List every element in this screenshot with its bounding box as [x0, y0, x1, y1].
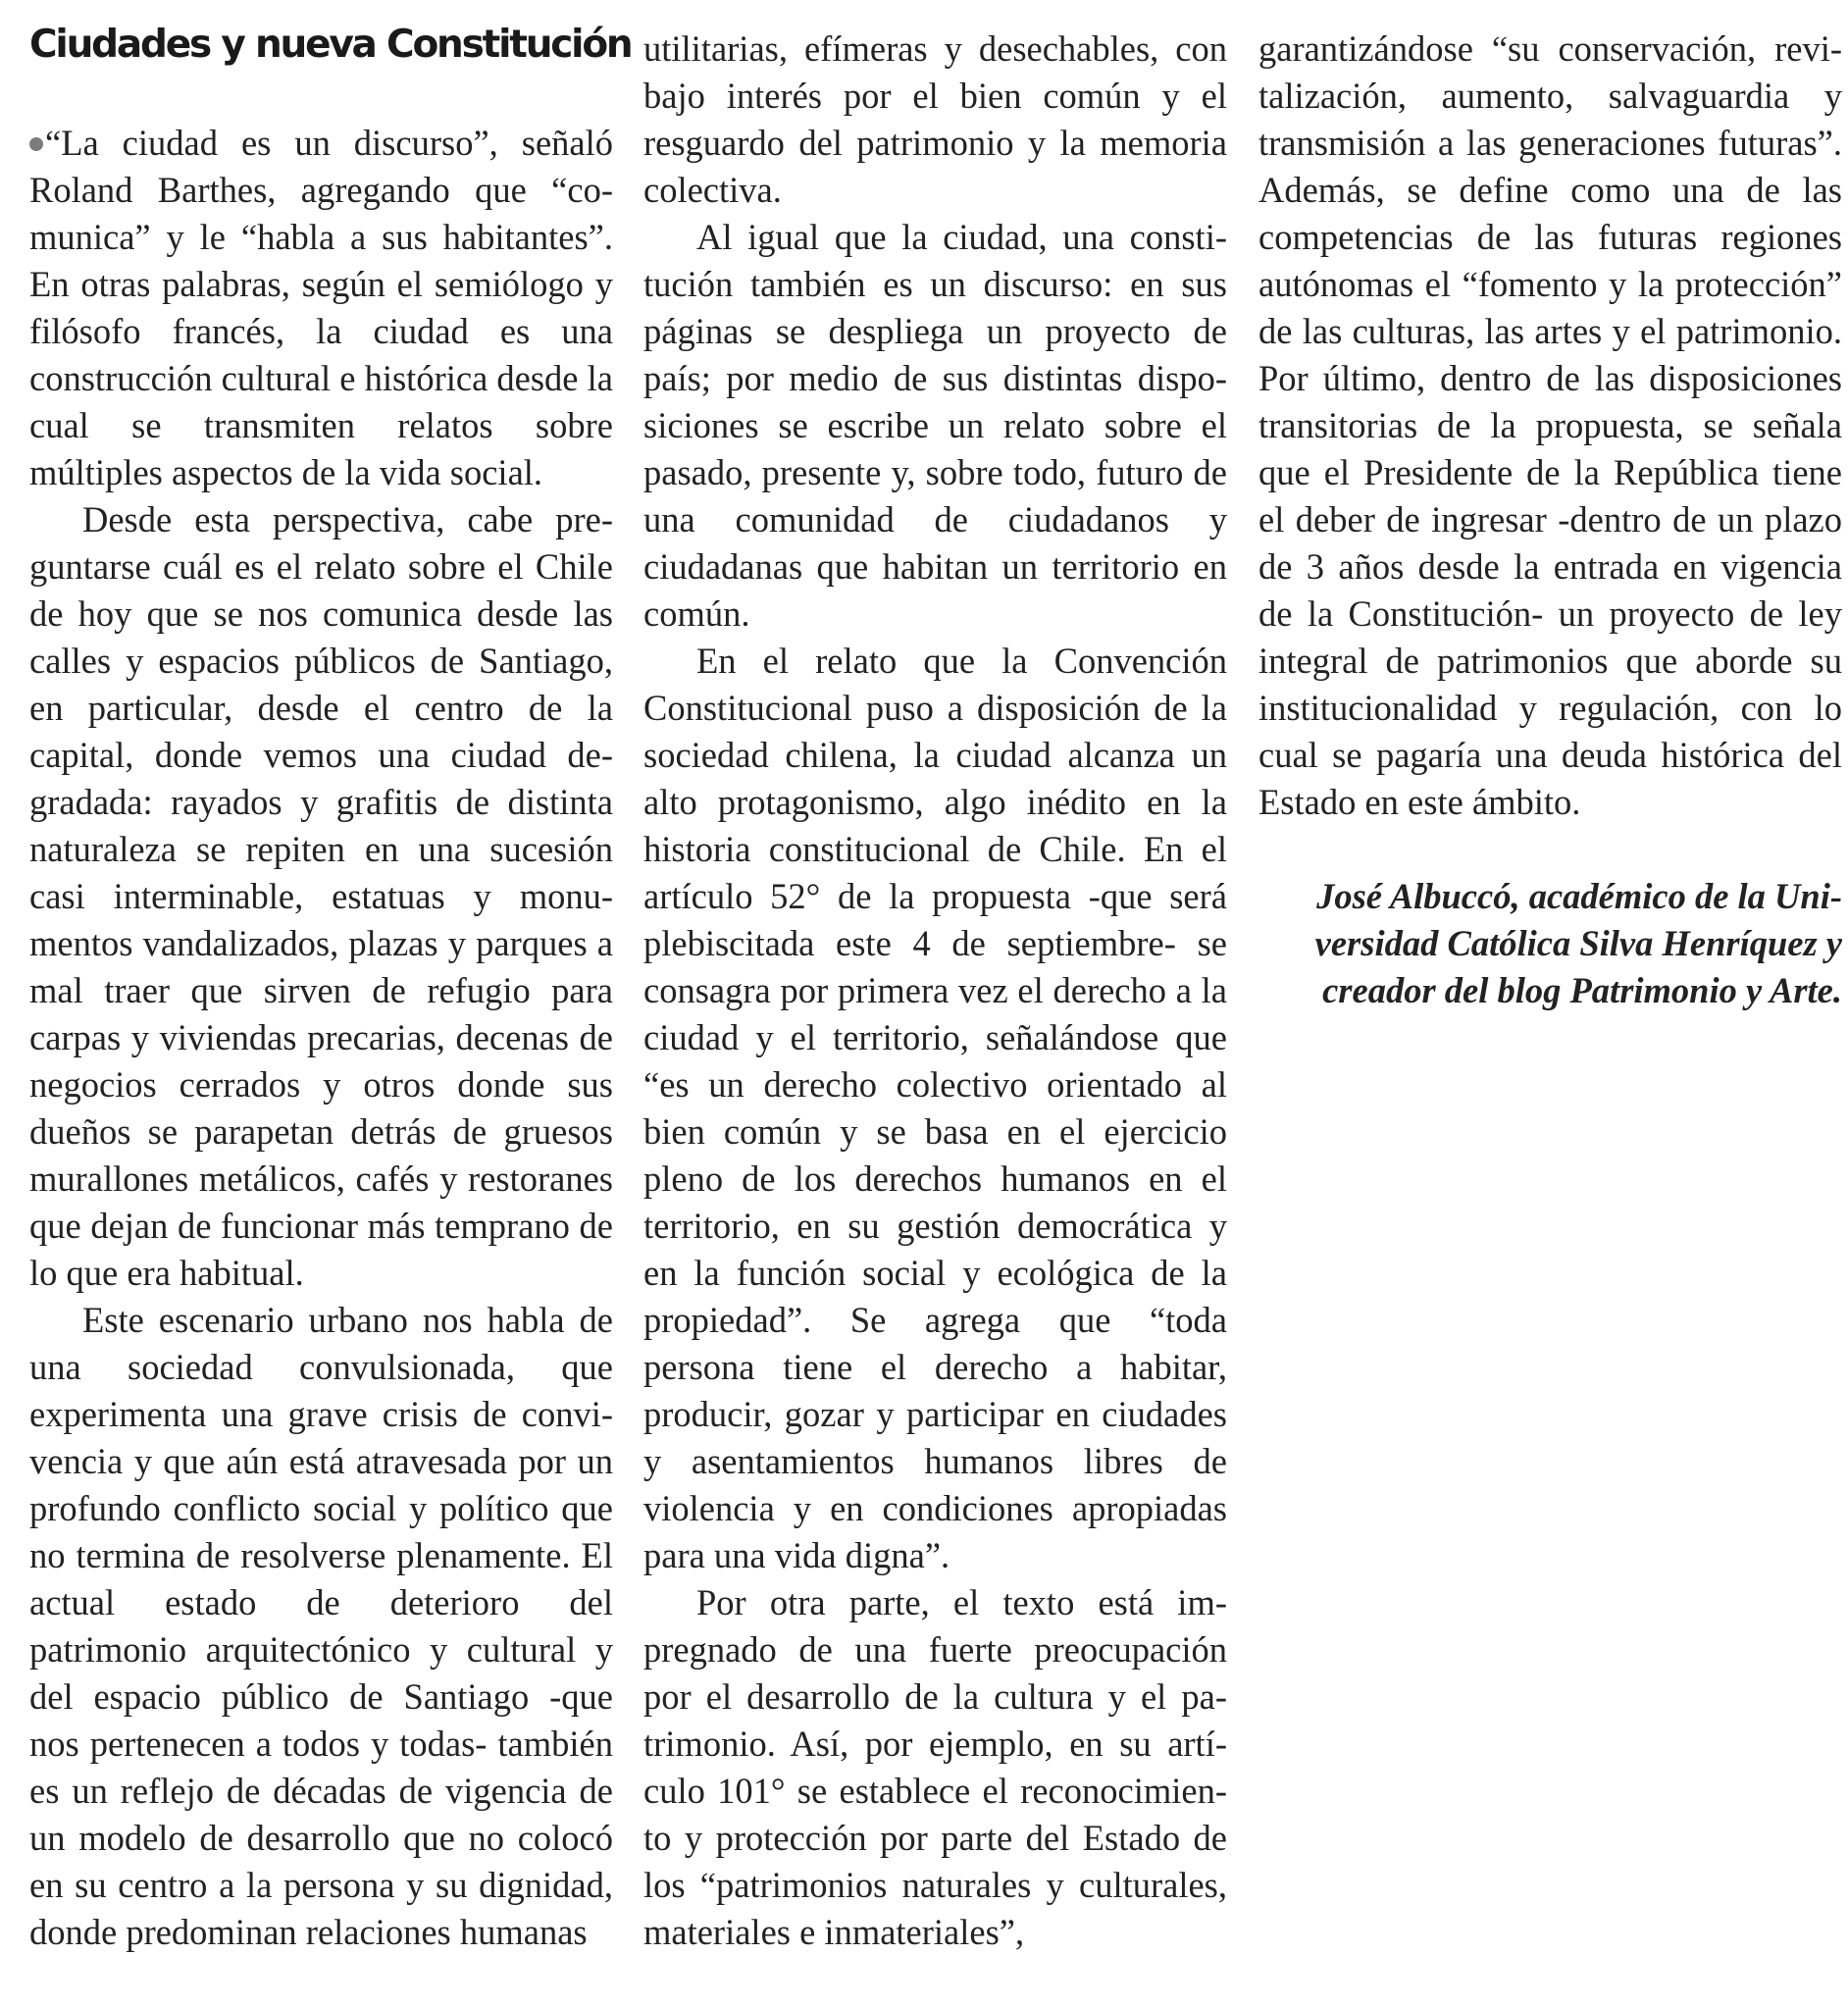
author-signature: José Albuccó, académico de la Universidad Católica Silva Henríquez y creador del blog Patrimonio y Arte.: [1314, 876, 1842, 1010]
paragraph-3: [29, 1297, 613, 1956]
paragraph-6-text: Por otra parte, el texto está impregnado de una fuerte preocupación por el desarrollo de la cultura y el patrimonio. Así, por ejemplo, en su artículo 101° se establece el reconocimiento y protección por parte del Estado de los “patrimonios naturales y culturales, materiales e inmateriales”,: [643, 1582, 1227, 1952]
paragraph-2: [29, 496, 613, 1297]
paragraph-5-text: En el relato que la Convención Constitucional puso a disposición de la sociedad chilena, la ciudad alcanza un alto protagonismo, algo inédito en la historia constitucional de Chile. En el artículo 52° de la propuesta -que será plebiscitada este 4 de septiembre- se consagra por primera vez el derecho a la ciudad y el territorio, señalándose que “es un derecho colectivo orientado al bien común y se basa en el ejercicio pleno de los derechos humanos en el territorio, en su gestión democrática y en la función social y ecológica de la propiedad”. Se agrega que “toda persona tiene el derecho a habitar, producir, gozar y participar en ciudades y asentamientos humanos libres de violencia y en condiciones apropiadas para una vida digna”.: [643, 641, 1227, 1575]
text-column-2: [643, 26, 1227, 1956]
paragraph-2-text: Desde esta perspectiva, cabe preguntarse cuál es el relato sobre el Chile de hoy que se nos comunica desde las calles y espacios públicos de Santiago, en particular, desde el centro de la capital, donde vemos una ciudad degradada: rayados y grafitis de distinta naturaleza se repiten en una sucesión casi interminable, estatuas y monumentos vandalizados, plazas y parques a mal traer que sirven de refugio para carpas y viviendas precarias, decenas de negocios cerrados y otros donde sus dueños se parapetan detrás de gruesos murallones metálicos, cafés y restoranes que dejan de funcionar más temprano de lo que era habitual.: [29, 499, 613, 1293]
paragraph-3: [643, 26, 1227, 214]
paragraph-3-text: utilitarias, efímeras y desechables, con bajo interés por el bien común y el resguardo del patrimonio y la memoria colectiva.: [643, 28, 1227, 210]
paragraph-4-text: Al igual que la ciudad, una constitución también es un discurso: en sus páginas se despliega un proyecto de país; por medio de sus distintas disposiciones se escribe un relato sobre el pasado, presente y, sobre todo, futuro de una comunidad de ciudadanos y ciudadanas que habitan un territorio en común.: [643, 217, 1227, 634]
paragraph-5: [643, 638, 1227, 1579]
text-column-1: [29, 120, 613, 1956]
paragraph-6: [1258, 26, 1842, 826]
paragraph-4: [643, 214, 1227, 638]
paragraph-1-text: “La ciudad es un discurso”, señaló Roland Barthes, agregando que “comunica” y le “habla a sus habitantes”. En otras palabras, según el semiólogo y filósofo francés, la ciudad es una construcción cultural e histórica desde la cual se transmiten relatos sobre múltiples aspectos de la vida social.: [29, 123, 613, 492]
text-column-3: [1258, 26, 1842, 1014]
paragraph-6: [643, 1579, 1227, 1956]
paragraph-6-text: garantizándose “su conservación, revitalización, aumento, salvaguardia y transmisión a las generaciones futuras”. Además, se define como una de las competencias de las futuras regiones autónomas el “fomento y la protección” de las culturas, las artes y el patrimonio. Por último, dentro de las disposiciones transitorias de la propuesta, se señala que el Presidente de la República tiene el deber de ingresar -dentro de un plazo de 3 años desde la entrada en vigencia de la Constitución- un proyecto de ley integral de patrimonios que aborde su institucionalidad y regulación, con lo cual se pagaría una deuda histórica del Estado en este ámbito.: [1258, 28, 1842, 822]
bullet-icon: [29, 137, 43, 151]
paragraph-1: [29, 120, 613, 496]
article-headline: Ciudades y nueva Constitución: [29, 23, 632, 67]
paragraph-3-text: Este escenario urbano nos habla de una sociedad convulsionada, que experimenta una grave crisis de convivencia y que aún está atravesada por un profundo conflicto social y político que no termina de resolverse plenamente. El actual estado de deterioro del patrimonio arquitectónico y cultural y del espacio público de Santiago -que nos pertenecen a todos y todas- también es un reflejo de décadas de vigencia de un modelo de desarrollo que no colocó en su centro a la persona y su dignidad, donde predominan relaciones humanas: [29, 1300, 613, 1952]
